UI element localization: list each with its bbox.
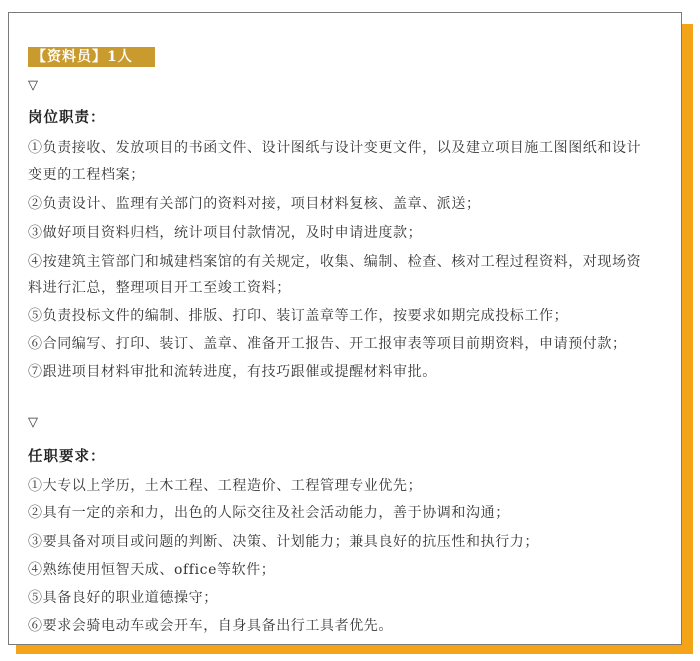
requirement-line: ⑤具备良好的职业道德操守；	[28, 590, 218, 606]
job-description-card	[8, 12, 682, 645]
requirement-line: ①大专以上学历，土木工程、工程造价、工程管理专业优先；	[28, 478, 423, 494]
duty-line: ⑥合同编写、打印、装订、盖章、准备开工报告、开工报审表等项目前期资料，申请预付款；	[28, 336, 627, 352]
duties-heading: 岗位职责：	[28, 109, 106, 126]
duty-line: 变更的工程档案；	[28, 167, 145, 183]
position-tag: 【资料员】1人	[28, 47, 155, 67]
duty-line: ①负责接收、发放项目的书函文件、设计图纸与设计变更文件，以及建立项目施工图图纸和设计	[28, 140, 642, 156]
duty-line: ⑦跟进项目材料审批和流转进度，有技巧跟催或提醒材料审批。	[28, 364, 437, 380]
duty-line: ②负责设计、监理有关部门的资料对接，项目材料复核、盖章、派送；	[28, 196, 481, 212]
requirements-heading: 任职要求：	[28, 448, 106, 465]
duty-line: ③做好项目资料归档，统计项目付款情况，及时申请进度款；	[28, 225, 423, 241]
requirement-line: ④熟练使用恒智天成、office等软件；	[28, 562, 276, 578]
requirement-line: ③要具备对项目或问题的判断、决策、计划能力；兼具良好的抗压性和执行力；	[28, 534, 539, 550]
triangle-icon: ▽	[28, 415, 38, 430]
requirement-line: ②具有一定的亲和力，出色的人际交往及社会活动能力，善于协调和沟通；	[28, 505, 510, 521]
duty-line: ④按建筑主管部门和城建档案馆的有关规定，收集、编制、检查、核对工程过程资料，对现场资	[28, 254, 642, 270]
triangle-icon: ▽	[28, 78, 38, 93]
duty-line: 料进行汇总，整理项目开工至竣工资料；	[28, 280, 291, 296]
requirement-line: ⑥要求会骑电动车或会开车，自身具备出行工具者优先。	[28, 618, 393, 634]
duty-line: ⑤负责投标文件的编制、排版、打印、装订盖章等工作，按要求如期完成投标工作；	[28, 308, 569, 324]
